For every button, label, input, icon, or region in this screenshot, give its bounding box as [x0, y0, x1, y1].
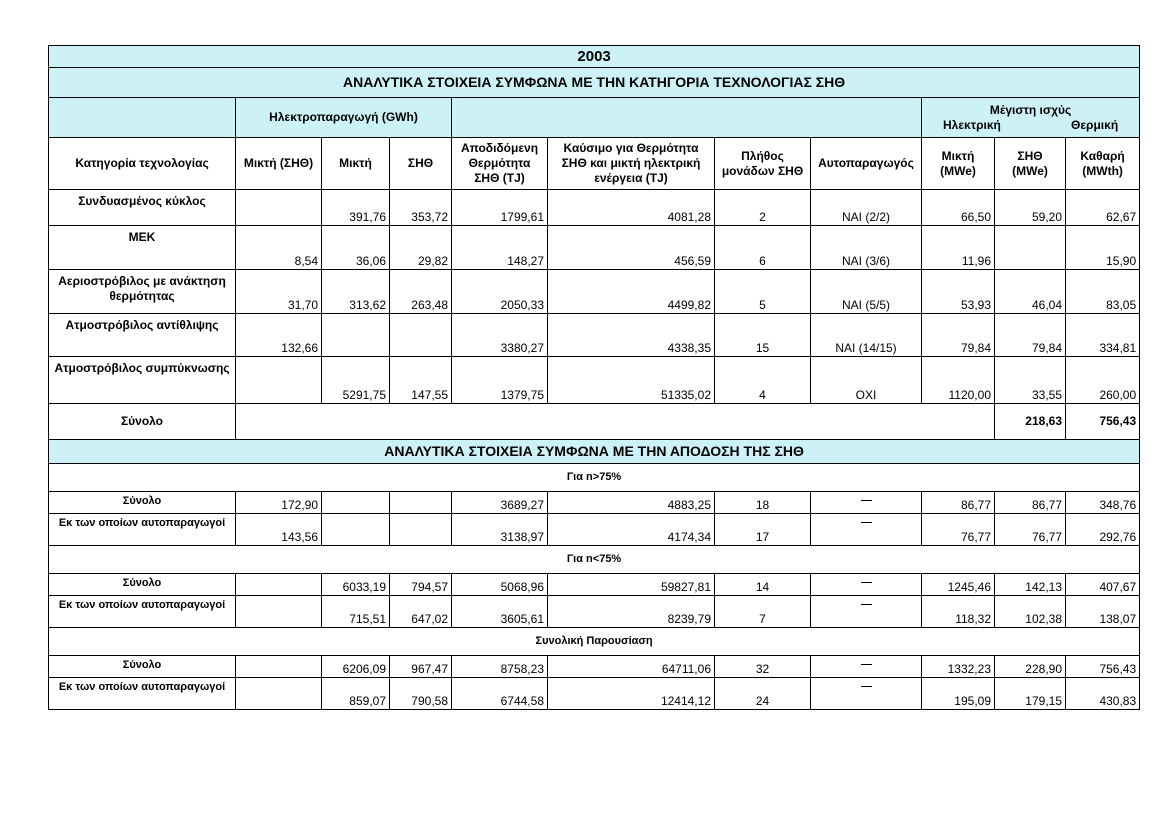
cell-cap-chp: 142,13 — [995, 574, 1066, 596]
efficiency-row-label: Σύνολο — [49, 492, 236, 514]
cell-mixed: 6206,09 — [322, 656, 390, 678]
max-thermal-label: Θερμική — [1071, 117, 1119, 132]
cell-cap-chp: 86,77 — [995, 492, 1066, 514]
cell-autoproducer — [811, 574, 922, 596]
section2-title: ΑΝΑΛΥΤΙΚΑ ΣΤΟΙΧΕΙΑ ΣΥΜΦΩΝΑ ΜΕ ΤΗΝ ΑΠΟΔΟΣΗ ΤΗΣ ΣΗΘ — [49, 440, 1140, 464]
col-fuel: Καύσιμο για Θερμότητα ΣΗΘ και μικτή ηλεκτρική ενέργεια (TJ) — [548, 138, 715, 190]
cell-chp: 263,48 — [390, 270, 452, 314]
technology-row — [49, 314, 1140, 357]
cell-cap-mixed: 66,50 — [922, 190, 995, 226]
cell-cap-mixed: 76,77 — [922, 514, 995, 546]
col-cap-mixed: Μικτή (MWe) — [922, 138, 995, 190]
cell-mixed: 5291,75 — [322, 357, 390, 404]
cell-units: 14 — [715, 574, 811, 596]
col-mixed: Μικτή — [322, 138, 390, 190]
technology-row — [49, 357, 1140, 404]
cell-fuel: 8239,79 — [548, 596, 715, 628]
cell-fuel: 4499,82 — [548, 270, 715, 314]
col-cap-net: Καθαρή (MWth) — [1066, 138, 1140, 190]
cell-fuel: 4883,25 — [548, 492, 715, 514]
cell-autoproducer — [811, 596, 922, 628]
cell-units: 24 — [715, 678, 811, 710]
cell-cap-chp: 228,90 — [995, 656, 1066, 678]
total-label: Σύνολο — [49, 404, 236, 440]
cell-chp: 647,02 — [390, 596, 452, 628]
dash-mark — [861, 664, 872, 665]
cell-autoproducer — [811, 492, 922, 514]
efficiency-row-label: Εκ των οποίων αυτοπαραγωγοί — [49, 596, 236, 628]
header-blank — [452, 98, 922, 138]
cell-mixed-chp — [236, 596, 322, 628]
efficiency-row — [49, 656, 1140, 678]
cell-autoproducer: ΝΑΙ (2/2) — [811, 190, 922, 226]
cell-cap-mixed: 53,93 — [922, 270, 995, 314]
max-capacity-header — [922, 98, 1140, 138]
cell-mixed-chp: 132,66 — [236, 314, 322, 357]
cell-fuel: 51335,02 — [548, 357, 715, 404]
cell-heat: 5068,96 — [452, 574, 548, 596]
col-heat: Αποδιδόμενη Θερμότητα ΣΗΘ (TJ) — [452, 138, 548, 190]
cell-mixed-chp: 8,54 — [236, 226, 322, 270]
cell-mixed: 715,51 — [322, 596, 390, 628]
cell-cap-net: 62,67 — [1066, 190, 1140, 226]
efficiency-row-label: Εκ των οποίων αυτοπαραγωγοί — [49, 514, 236, 546]
cell-cap-mixed: 79,84 — [922, 314, 995, 357]
efficiency-group-title: Για n>75% — [49, 464, 1140, 492]
cell-heat: 3380,27 — [452, 314, 548, 357]
technology-name: Αεριοστρόβιλος με ανάκτηση θερμότητας — [49, 270, 236, 314]
year-title: 2003 — [49, 46, 1140, 68]
technology-name: Συνδυασμένος κύκλος — [49, 190, 236, 226]
cell-cap-chp: 79,84 — [995, 314, 1066, 357]
cell-cap-chp: 76,77 — [995, 514, 1066, 546]
cell-units: 15 — [715, 314, 811, 357]
col-autoproducer: Αυτοπαραγωγός — [811, 138, 922, 190]
cell-heat: 8758,23 — [452, 656, 548, 678]
cell-mixed-chp — [236, 357, 322, 404]
cell-mixed: 313,62 — [322, 270, 390, 314]
cell-autoproducer: ΝΑΙ (3/6) — [811, 226, 922, 270]
cell-fuel: 456,59 — [548, 226, 715, 270]
efficiency-row — [49, 678, 1140, 710]
cell-fuel: 4081,28 — [548, 190, 715, 226]
cell-mixed-chp — [236, 190, 322, 226]
cell-heat: 1799,61 — [452, 190, 548, 226]
cell-cap-chp — [995, 226, 1066, 270]
cell-cap-net: 15,90 — [1066, 226, 1140, 270]
cell-cap-chp: 102,38 — [995, 596, 1066, 628]
technology-name: ΜΕΚ — [49, 226, 236, 270]
dash-mark — [861, 604, 872, 605]
cell-fuel: 4338,35 — [548, 314, 715, 357]
cell-chp — [390, 314, 452, 357]
col-cap-chp: ΣΗΘ (MWe) — [995, 138, 1066, 190]
technology-name: Ατμοστρόβιλος αντίθλιψης — [49, 314, 236, 357]
cell-cap-mixed: 1332,23 — [922, 656, 995, 678]
cell-autoproducer: ΝΑΙ (14/15) — [811, 314, 922, 357]
cell-fuel: 64711,06 — [548, 656, 715, 678]
cell-cap-net: 334,81 — [1066, 314, 1140, 357]
total-cap-chp: 218,63 — [995, 404, 1066, 440]
cell-cap-net: 83,05 — [1066, 270, 1140, 314]
cell-mixed-chp — [236, 574, 322, 596]
cell-fuel: 59827,81 — [548, 574, 715, 596]
cell-cap-mixed: 11,96 — [922, 226, 995, 270]
cell-heat: 3138,97 — [452, 514, 548, 546]
cell-heat: 3605,61 — [452, 596, 548, 628]
total-row — [49, 404, 1140, 440]
cell-cap-net: 138,07 — [1066, 596, 1140, 628]
cell-chp: 967,47 — [390, 656, 452, 678]
cell-chp: 29,82 — [390, 226, 452, 270]
cell-autoproducer: ΝΑΙ (5/5) — [811, 270, 922, 314]
cell-heat: 148,27 — [452, 226, 548, 270]
max-capacity-label: Μέγιστη ισχύς — [989, 102, 1072, 117]
cell-units: 5 — [715, 270, 811, 314]
cell-fuel: 4174,34 — [548, 514, 715, 546]
max-electric-label: Ηλεκτρική — [943, 117, 1001, 132]
cell-chp: 790,58 — [390, 678, 452, 710]
cell-chp: 794,57 — [390, 574, 452, 596]
cell-chp: 147,55 — [390, 357, 452, 404]
efficiency-row-label: Σύνολο — [49, 574, 236, 596]
cell-autoproducer — [811, 514, 922, 546]
cell-cap-mixed: 86,77 — [922, 492, 995, 514]
cell-cap-chp: 179,15 — [995, 678, 1066, 710]
cell-units: 17 — [715, 514, 811, 546]
dash-mark — [861, 686, 872, 687]
cell-cap-chp: 46,04 — [995, 270, 1066, 314]
dash-mark — [861, 522, 872, 523]
cell-units: 7 — [715, 596, 811, 628]
technology-name: Ατμοστρόβιλος συμπύκνωσης — [49, 357, 236, 404]
cell-cap-net: 756,43 — [1066, 656, 1140, 678]
efficiency-group-title: Συνολική Παρουσίαση — [49, 628, 1140, 656]
section1-title: ΑΝΑΛΥΤΙΚΑ ΣΤΟΙΧΕΙΑ ΣΥΜΦΩΝΑ ΜΕ ΤΗΝ ΚΑΤΗΓΟΡΙΑ ΤΕΧΝΟΛΟΓΙΑΣ ΣΗΘ — [49, 68, 1140, 98]
dash-mark — [861, 500, 872, 501]
col-units: Πλήθος μονάδων ΣΗΘ — [715, 138, 811, 190]
efficiency-row — [49, 514, 1140, 546]
efficiency-row — [49, 596, 1140, 628]
cell-mixed — [322, 492, 390, 514]
cell-chp — [390, 514, 452, 546]
cell-heat: 1379,75 — [452, 357, 548, 404]
cell-cap-chp: 59,20 — [995, 190, 1066, 226]
efficiency-group-title: Για n<75% — [49, 546, 1140, 574]
col-chp: ΣΗΘ — [390, 138, 452, 190]
col-category: Κατηγορία τεχνολογίας — [49, 138, 236, 190]
cell-mixed-chp — [236, 656, 322, 678]
technology-row — [49, 270, 1140, 314]
cell-mixed: 6033,19 — [322, 574, 390, 596]
cell-mixed — [322, 314, 390, 357]
cell-cap-net: 260,00 — [1066, 357, 1140, 404]
cell-autoproducer — [811, 656, 922, 678]
cell-heat: 3689,27 — [452, 492, 548, 514]
total-cap-net: 756,43 — [1066, 404, 1140, 440]
cell-units: 2 — [715, 190, 811, 226]
header-blank — [49, 98, 236, 138]
chp-statistics-table — [48, 45, 1140, 710]
cell-chp — [390, 492, 452, 514]
cell-chp: 353,72 — [390, 190, 452, 226]
cell-cap-mixed: 195,09 — [922, 678, 995, 710]
cell-cap-net: 407,67 — [1066, 574, 1140, 596]
total-blank — [236, 404, 995, 440]
dash-mark — [861, 582, 872, 583]
cell-cap-net: 430,83 — [1066, 678, 1140, 710]
cell-mixed: 391,76 — [322, 190, 390, 226]
cell-cap-mixed: 1245,46 — [922, 574, 995, 596]
cell-mixed-chp — [236, 678, 322, 710]
cell-units: 4 — [715, 357, 811, 404]
cell-cap-net: 292,76 — [1066, 514, 1140, 546]
cell-mixed-chp: 143,56 — [236, 514, 322, 546]
cell-autoproducer — [811, 678, 922, 710]
efficiency-row-label: Σύνολο — [49, 656, 236, 678]
cell-mixed: 36,06 — [322, 226, 390, 270]
cell-heat: 6744,58 — [452, 678, 548, 710]
cell-units: 32 — [715, 656, 811, 678]
cell-heat: 2050,33 — [452, 270, 548, 314]
cell-mixed — [322, 514, 390, 546]
technology-row — [49, 226, 1140, 270]
electricity-production-header: Ηλεκτροπαραγωγή (GWh) — [236, 98, 452, 138]
cell-cap-chp: 33,55 — [995, 357, 1066, 404]
col-mixed-chp: Μικτή (ΣΗΘ) — [236, 138, 322, 190]
cell-units: 6 — [715, 226, 811, 270]
cell-mixed-chp: 31,70 — [236, 270, 322, 314]
cell-mixed: 859,07 — [322, 678, 390, 710]
cell-cap-mixed: 1120,00 — [922, 357, 995, 404]
cell-cap-mixed: 118,32 — [922, 596, 995, 628]
cell-fuel: 12414,12 — [548, 678, 715, 710]
cell-units: 18 — [715, 492, 811, 514]
cell-mixed-chp: 172,90 — [236, 492, 322, 514]
cell-cap-net: 348,76 — [1066, 492, 1140, 514]
cell-autoproducer: ΟΧΙ — [811, 357, 922, 404]
efficiency-row — [49, 492, 1140, 514]
technology-row — [49, 190, 1140, 226]
efficiency-row — [49, 574, 1140, 596]
efficiency-row-label: Εκ των οποίων αυτοπαραγωγοί — [49, 678, 236, 710]
